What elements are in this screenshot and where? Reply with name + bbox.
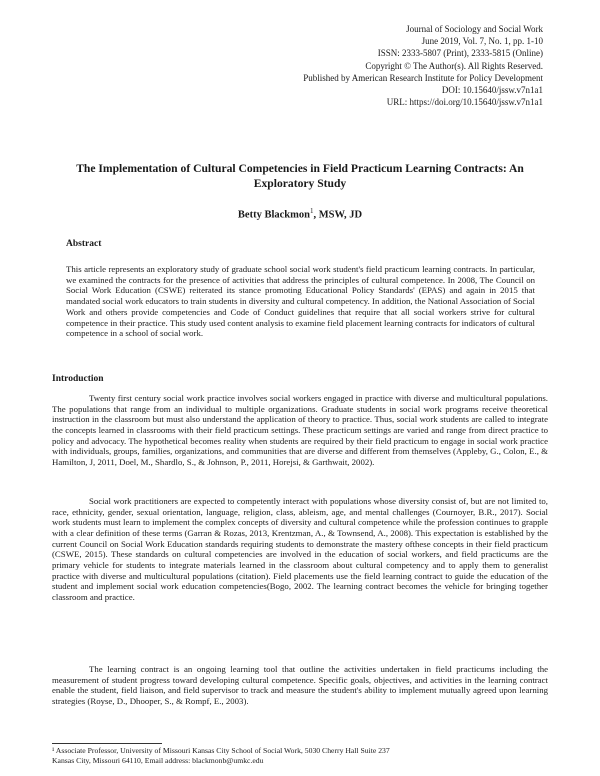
body-paragraph: The learning contract is an ongoing learning tool that outline the activities undertaken in field practicums including the measurement of student progress toward developing cultural competence. Specific goals, objectives, and activities in the learning contract enable the student, field liaison, and field supervisor to track and measure the student's ability to implement mutually agreed upon learning strategies (Royse, D., Dhooper, S., & Rompf, E., 2003). [52,664,548,706]
body-paragraph: Twenty first century social work practice involves social workers engaged in practice with diverse and multicultural populations. The populations that range from an individual to multiple organizations. Graduate students in social work programs receive theoretical instruction in the classroom but must also understand the application of theory to practice. Thus, social work students are called to integrate the concepts learned in classrooms with their field practicum settings. These practicum settings are varied and range from direct practice to policy and advocacy. The hypothetical becomes reality when students are required by their field practicum to engage in social work practice with individuals, groups, families, organizations, and communities that are diverse and different from themselves (Appleby, G., Colon, E., & Hamilton, J, 2011, Doel, M., Shardlo, S., & Johnson, P., 2011, Horejsi, & Garthwait, 2002). [52,393,548,467]
issn: ISSN: 2333-5807 (Print), 2333-5815 (Online) [377,48,543,59]
body-paragraph: Social work practitioners are expected to competently interact with populations whose diversity consist of, but are not limited to, race, ethnicity, gender, sexual orientation, language, religion, class, ableism, age, and mental challenges (Cournoyer, B.R., 2017). Social work students must learn to implement the complex concepts of diversity and cultural competence while the profession continues to grapple with a clear definition of these terms (Garran & Rozas, 2013, Krentzman, A., & Townsend, A., 2008). This expectation is established by the current Council on Social Work Education standards requiring students to demonstrate the mastery ofthese concepts in their field practicum (CSWE, 2015). These standards on cultural competencies are involved in the education of social workers, and field practicums are the primary vehicle for students to integrate materials learned in the classroom about cultural competency and to apply them to generalist practice with diverse and multicultural populations (citation). Field placements use the field learning contract to guide the education of the student and implement social work education competencies(Bogo, 2002. The learning contract becomes the vehicle for bringing together classroom and practice. [52,496,548,602]
author-footnote-marker: 1 [309,207,314,215]
introduction-heading: Introduction [52,374,104,384]
copyright: Copyright © The Author(s). All Rights Reserved. [365,60,543,71]
author-credentials: , MSW, JD [313,209,363,221]
paper-title [52,161,548,191]
publisher: Published by American Research Institute for Policy Development [303,72,543,83]
doi: DOI: 10.15640/jssw.v7n1a1 [441,85,543,96]
author-name: Betty Blackmon [237,209,310,221]
journal-header [223,23,543,108]
footnote-line-2: Kansas City, Missouri 64110, Email address: blackmonb@umkc.edu [52,756,264,765]
doi-url[interactable]: URL: https://doi.org/10.15640/jssw.v7n1a1 [386,97,543,108]
author-line [52,207,548,221]
paper-title-line-1: The Implementation of Cultural Competencies in Field Practicum Learning Contracts: An [76,162,524,175]
footnote-divider [52,743,162,744]
journal-name: Journal of Sociology and Social Work [406,24,543,34]
footnote [52,746,548,766]
abstract-text: This article represents an exploratory study of graduate school social work student's field practicum learning contracts. In particular, we examined the contracts for the presence of activities that address the principles of cultural competence. In 2008, The Council on Social Work Education (CSWE) reiterated its stance promoting Educational Policy Standards' (EPAS) and again in 2015 that mandated social work educators to train students in diversity and cultural competency. In addition, the National Association of Social Work and others provide competencies and Code of Conduct guidelines that require that all social workers strive for cultural competence in their practice. This study used content analysis to examine field placement learning contracts for indicators of cultural competence in a school of social work. [66,264,535,339]
abstract-heading: Abstract [66,239,102,249]
footnote-line-1: ¹ Associate Professor, University of Missouri Kansas City School of Social Work, 5030 Cherry Hall Suite 237 [52,746,390,755]
paper-title-line-2: Exploratory Study [253,177,347,190]
issue-info: June 2019, Vol. 7, No. 1, pp. 1-10 [421,36,543,47]
